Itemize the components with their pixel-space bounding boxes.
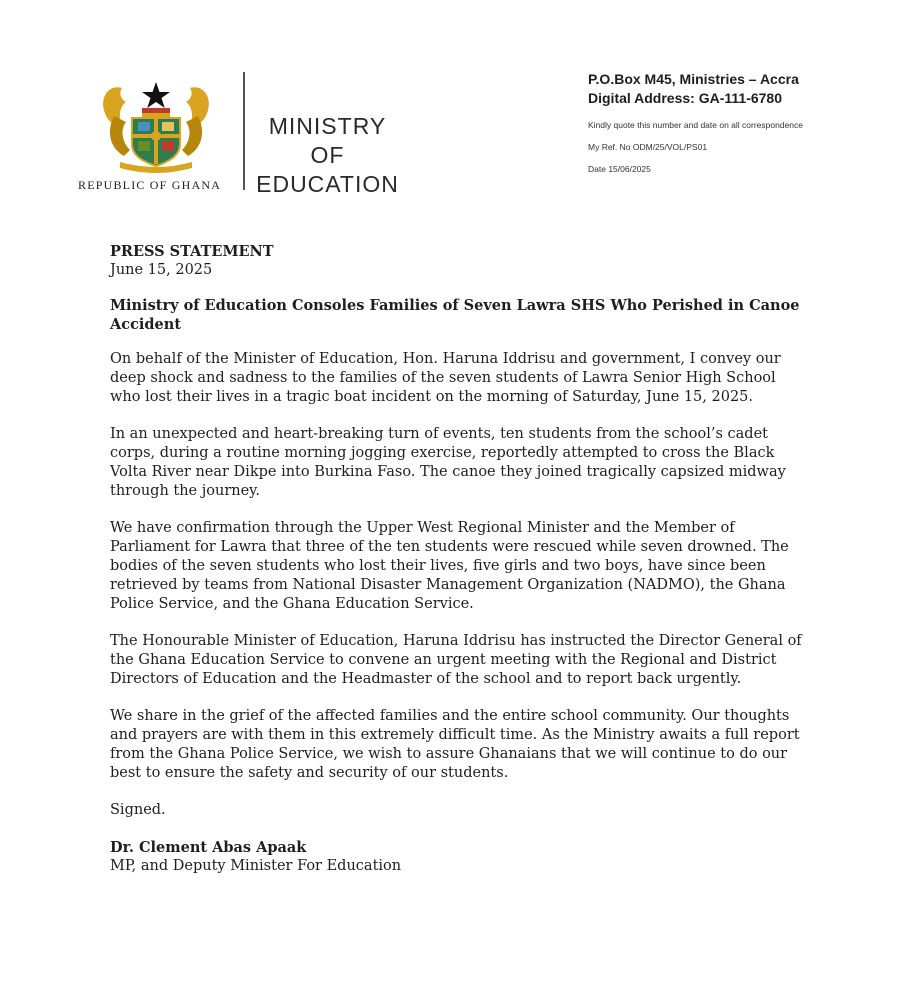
paragraph-1: On behalf of the Minister of Education, Hon. Haruna Iddrisu and government, I convey our deep shock and sadness to the families of the seven students of Lawra Senior High School who lost their lives in a tragic boat incident on the morning of Saturday, June 15, 2025. [110, 351, 781, 405]
letter-date: Date 15/06/2025 [588, 164, 651, 174]
letterhead-divider [243, 72, 245, 190]
signer-name: Dr. Clement Abas Apaak [110, 839, 307, 856]
reference-number: My Ref. No ODM/25/VOL/PS01 [588, 142, 708, 152]
paragraph-3: We have confirmation through the Upper West Regional Minister and the Member of Parliament for Lawra that three of the ten students were rescued while seven drowned. The bodies of the seven students who lost their lives, five girls and two boys, have since been retrieved by teams from National Disaster Management Organization (NADMO), the Ghana Police Service, and the Ghana Education Service. [110, 520, 789, 612]
paragraph-5: We share in the grief of the affected families and the entire school community. Our thoughts and prayers are with them in this extremely difficult time. As the Ministry awaits a full report from the Ghana Police Service, we wish to assure Ghanaians that we will continue to do our best to ensure the safety and security of our students. [110, 708, 800, 781]
ministry-line-3: EDUCATION [256, 171, 399, 197]
statement-body [110, 242, 810, 876]
statement-subject: Ministry of Education Consoles Families of Seven Lawra SHS Who Perished in Canoe Accident [110, 297, 800, 333]
paragraph-2: In an unexpected and heart-breaking turn of events, ten students from the school’s cadet corps, during a routine morning jogging exercise, reportedly attempted to cross the Black Volta River near Dikpe into Burkina Faso. The canoe they joined tragically capsized midway through the journey. [110, 426, 786, 499]
statement-date: June 15, 2025 [110, 262, 213, 278]
ghana-coat-of-arms-icon [96, 76, 216, 174]
address-block [588, 70, 803, 174]
statement-heading: PRESS STATEMENT [110, 243, 274, 260]
signed-label: Signed. [110, 802, 166, 818]
ministry-line-2: OF [310, 142, 345, 168]
ministry-name [250, 112, 405, 199]
signer-title: MP, and Deputy Minister For Education [110, 858, 402, 874]
quote-note: Kindly quote this number and date on all correspondence [588, 120, 804, 130]
ministry-line-1: MINISTRY [268, 113, 387, 139]
paragraph-4: The Honourable Minister of Education, Haruna Iddrisu has instructed the Director General of the Ghana Education Service to convene an urgent meeting with the Regional and District Directors of Education and the Headmaster of the school and to report back urgently. [110, 633, 802, 687]
republic-of-ghana-label: REPUBLIC OF GHANA [78, 178, 222, 192]
digital-address: Digital Address: GA-111-6780 [588, 90, 783, 106]
po-box: P.O.Box M45, Ministries – Accra [588, 71, 799, 87]
